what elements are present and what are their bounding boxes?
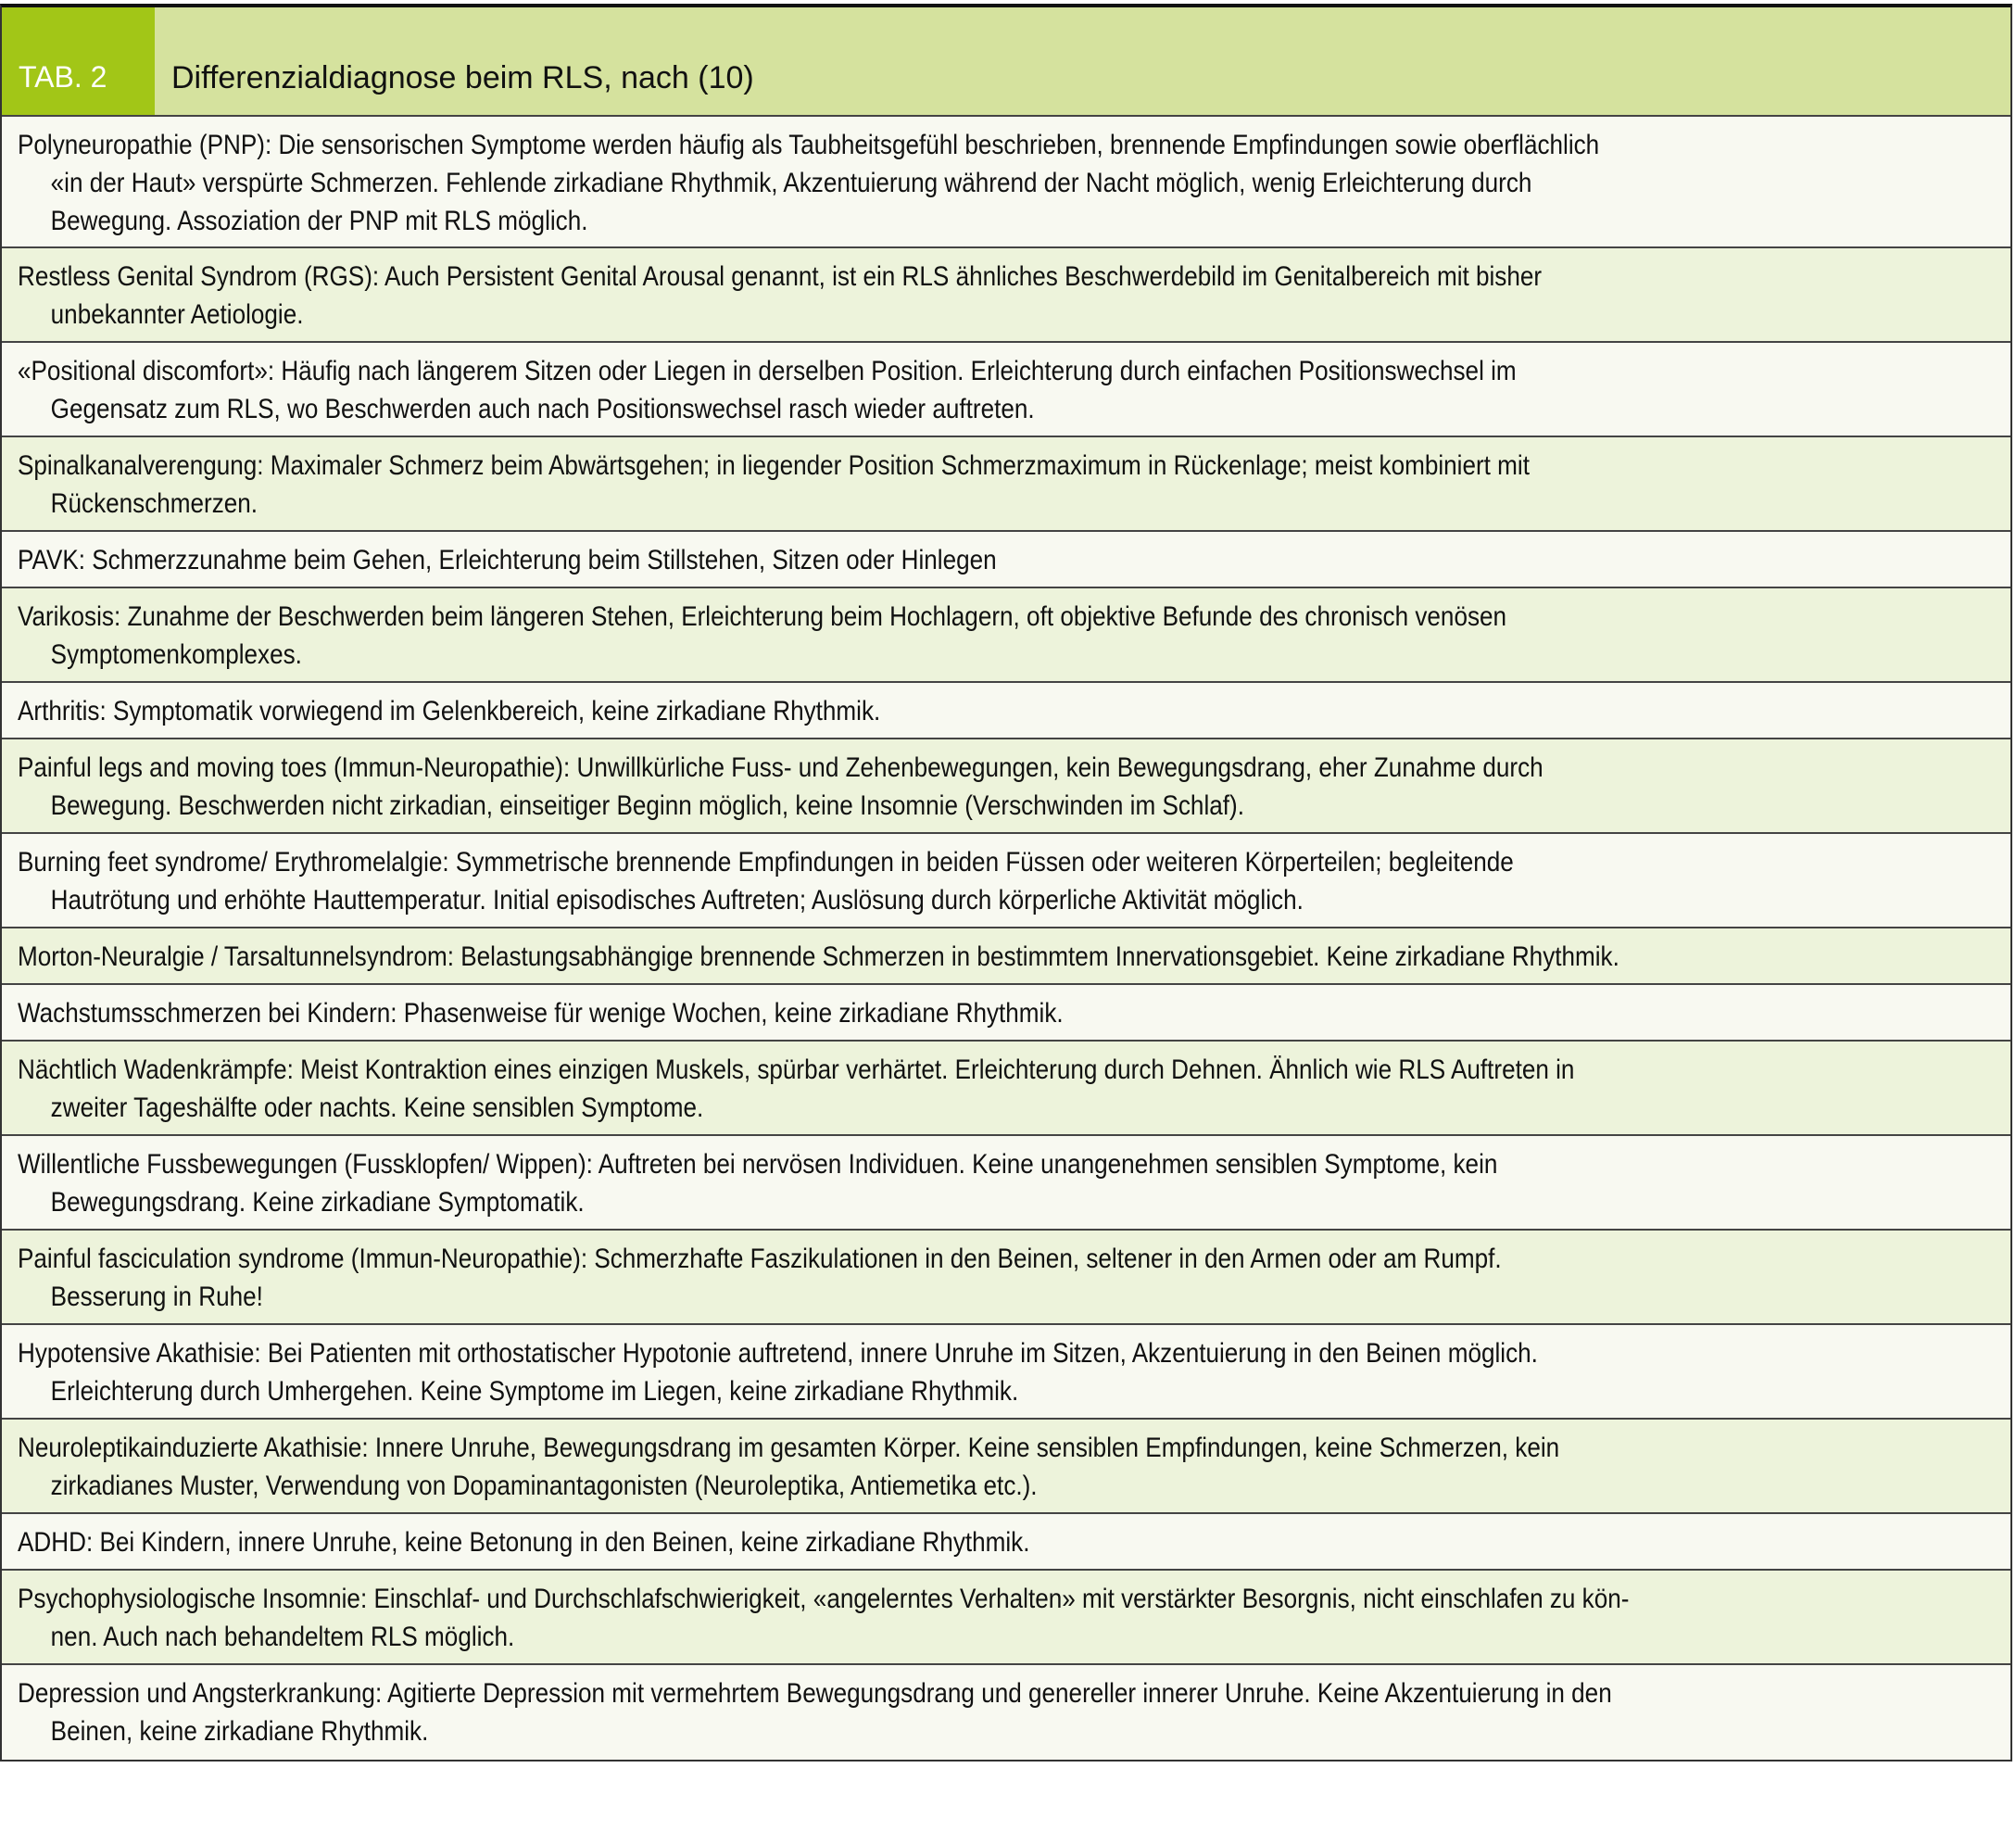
table-row (2, 588, 2010, 683)
table-row (2, 1420, 2010, 1514)
differential-diagnosis-table (0, 4, 2012, 1762)
table-row (2, 1325, 2010, 1420)
table-row (2, 1571, 2010, 1665)
table-row (2, 343, 2010, 437)
row-text-continuation-line: Bewegungsdrang. Keine zirkadiane Symptomatik. (50, 1187, 585, 1218)
row-text-continuation-line: Bewegung. Beschwerden nicht zirkadian, einseitiger Beginn möglich, keine Insomnie (Verschwinden im Schlaf). (50, 790, 1244, 821)
row-text-continuation-line: Gegensatz zum RLS, wo Beschwerden auch nach Positionswechsel rasch wieder auftreten. (50, 394, 1035, 424)
row-text-first-line: Willentliche Fussbewegungen (Fussklopfen/ Wippen): Auftreten bei nervösen Individuen. Keine unangenehmen sensiblen Symptome, kein (18, 1149, 1498, 1180)
row-text-continuation-line: nen. Auch nach behandeltem RLS möglich. (50, 1622, 515, 1652)
table-header (2, 7, 2010, 117)
row-text-first-line: Nächtlich Wadenkrämpfe: Meist Kontraktion eines einzigen Muskels, spürbar verhärtet. Erleichterung durch Dehnen. Ähnlich wie RLS Auftreten in (18, 1054, 1575, 1085)
table-row (2, 248, 2010, 343)
row-text-first-line: Psychophysiologische Insomnie: Einschlaf- und Durchschlafschwierigkeit, «angelerntes Verhalten» mit verstärkter Besorgnis, nicht einschlafen zu kön- (18, 1584, 1630, 1614)
row-text-first-line: Restless Genital Syndrom (RGS): Auch Persistent Genital Arousal genannt, ist ein RLS ähnliches Beschwerdebild im Genitalbereich mit bisher (18, 261, 1543, 292)
row-text-first-line: Neuroleptikainduzierte Akathisie: Innere Unruhe, Bewegungsdrang im gesamten Körper. Keine sensiblen Empfindungen, keine Schmerzen, kein (18, 1433, 1560, 1463)
row-text-first-line: Painful fasciculation syndrome (Immun-Neuropathie): Schmerzhafte Faszikulationen in den Beinen, seltener in den Armen oder am Rumpf. (18, 1244, 1502, 1274)
table-number-label: TAB. 2 (2, 7, 155, 115)
row-text-first-line: Hypotensive Akathisie: Bei Patienten mit orthostatischer Hypotonie auftretend, innere Unruhe im Sitzen, Akzentuierung in den Beinen möglich. (18, 1338, 1538, 1369)
table-title: Differenzialdiagnose beim RLS, nach (10) (171, 60, 754, 95)
table-row (2, 117, 2010, 248)
row-text-first-line: ADHD: Bei Kindern, innere Unruhe, keine Betonung in den Beinen, keine zirkadiane Rhythmik. (18, 1527, 1030, 1558)
table-row (2, 532, 2010, 588)
table-row (2, 834, 2010, 928)
row-text-first-line: Polyneuropathie (PNP): Die sensorischen Symptome werden häufig als Taubheitsgefühl beschrieben, brennende Empfindungen sowie oberflächlich (18, 130, 1600, 160)
row-text-continuation-line: Rückenschmerzen. (50, 488, 258, 519)
table-row (2, 1665, 2010, 1760)
row-text-first-line: PAVK: Schmerzzunahme beim Gehen, Erleichterung beim Stillstehen, Sitzen oder Hinlegen (18, 545, 997, 575)
row-text-first-line: «Positional discomfort»: Häufig nach längerem Sitzen oder Liegen in derselben Position. Erleichterung durch einfachen Positionswechsel im (18, 356, 1517, 386)
row-text-first-line: Depression und Angsterkrankung: Agitierte Depression mit vermehrtem Bewegungsdrang und genereller innerer Unruhe. Keine Akzentuierung in den (18, 1678, 1612, 1709)
table-row (2, 928, 2010, 985)
row-text-continuation-line: Erleichterung durch Umhergehen. Keine Symptome im Liegen, keine zirkadiane Rhythmik. (50, 1376, 1019, 1407)
row-text-first-line: Burning feet syndrome/ Erythromelalgie: Symmetrische brennende Empfindungen in beiden Füssen oder weiteren Körperteilen; begleitende (18, 847, 1514, 878)
row-text-continuation-line: «in der Haut» verspürte Schmerzen. Fehlende zirkadiane Rhythmik, Akzentuierung während der Nacht möglich, wenig Erleichterung durch (50, 168, 1532, 198)
table-row (2, 739, 2010, 834)
table-row (2, 437, 2010, 532)
row-text-continuation-line: zirkadianes Muster, Verwendung von Dopaminantagonisten (Neuroleptika, Antiemetika etc.). (50, 1471, 1038, 1501)
row-text-continuation-line: Besserung in Ruhe! (50, 1282, 263, 1312)
row-text-first-line: Arthritis: Symptomatik vorwiegend im Gelenkbereich, keine zirkadiane Rhythmik. (18, 696, 881, 726)
row-text-continuation-line: Bewegung. Assoziation der PNP mit RLS möglich. (50, 206, 588, 236)
row-text-continuation-line: unbekannter Aetiologie. (50, 299, 304, 330)
table-row (2, 985, 2010, 1042)
row-text-first-line: Morton-Neuralgie / Tarsaltunnelsyndrom: Belastungsabhängige brennende Schmerzen in bestimmtem Innervationsgebiet. Keine zirkadiane Rhythmik. (18, 941, 1619, 972)
table-row (2, 683, 2010, 739)
row-text-continuation-line: Hautrötung und erhöhte Hauttemperatur. Initial episodisches Auftreten; Auslösung durch körperliche Aktivität möglich. (50, 885, 1304, 916)
row-text-continuation-line: Beinen, keine zirkadiane Rhythmik. (50, 1716, 429, 1747)
table-body (2, 117, 2010, 1760)
row-text-first-line: Wachstumsschmerzen bei Kindern: Phasenweise für wenige Wochen, keine zirkadiane Rhythmik. (18, 998, 1064, 1029)
row-text-first-line: Spinalkanalverengung: Maximaler Schmerz beim Abwärtsgehen; in liegender Position Schmerzmaximum in Rückenlage; meist kombiniert mit (18, 450, 1530, 481)
row-text-continuation-line: zweiter Tageshälfte oder nachts. Keine sensiblen Symptome. (50, 1092, 704, 1123)
table-row (2, 1514, 2010, 1571)
table-row (2, 1136, 2010, 1231)
table-row (2, 1231, 2010, 1325)
row-text-first-line: Painful legs and moving toes (Immun-Neuropathie): Unwillkürliche Fuss- und Zehenbewegungen, kein Bewegungsdrang, eher Zunahme durch (18, 752, 1544, 783)
row-text-continuation-line: Symptomenkomplexes. (50, 639, 302, 670)
table-row (2, 1042, 2010, 1136)
row-text-first-line: Varikosis: Zunahme der Beschwerden beim längeren Stehen, Erleichterung beim Hochlagern, oft objektive Befunde des chronisch venösen (18, 601, 1507, 632)
